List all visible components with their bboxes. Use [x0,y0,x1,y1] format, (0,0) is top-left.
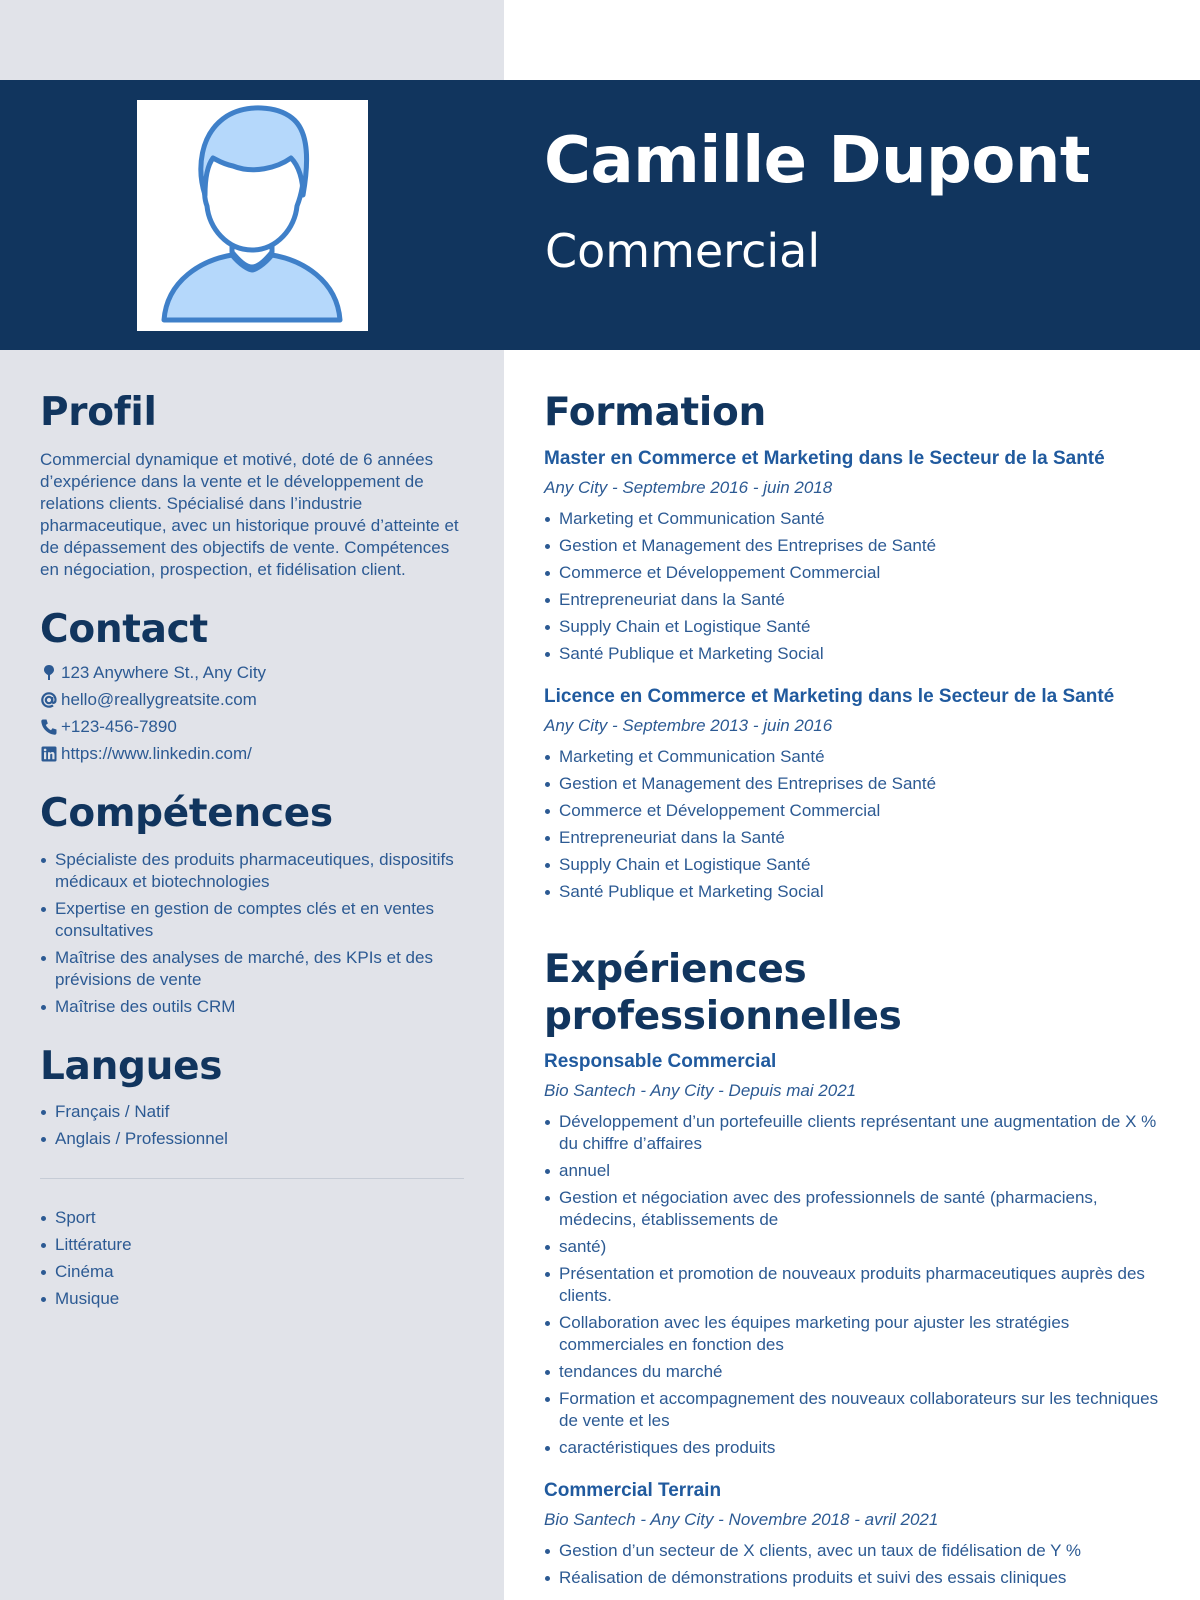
experience-heading: Expériences professionnelles [544,946,902,1039]
at-sign-icon [40,691,58,709]
contact-address-text: 123 Anywhere St., Any City [61,662,267,682]
list-item: Marketing et Communication Santé [544,746,1164,768]
list-item: Entrepreneuriat dans la Santé [544,589,1164,611]
job-title: Commercial Terrain [544,1480,722,1502]
list-item: Cinéma [40,1261,464,1283]
education-entry [544,685,1164,903]
experience-entry [544,1050,1164,1459]
profile-heading: Profil [40,390,157,435]
list-item: Gestion et négociation avec des professionnels de santé (pharmaciens, médecins, établissements de [544,1187,1164,1231]
list-item: santé) [544,1236,1164,1258]
list-item: Commerce et Développement Commercial [544,562,1164,584]
degree-title: Licence en Commerce et Marketing dans le Secteur de la Santé [544,685,1115,707]
list-item: Gestion d’un secteur de X clients, avec un taux de fidélisation de Y % [544,1540,1164,1562]
candidate-role: Commercial [545,224,821,278]
contact-email-text: hello@reallygreatsite.com [61,689,257,709]
list-item: Commerce et Développement Commercial [544,800,1164,822]
list-item: Développement d’un portefeuille clients représentant une augmentation de X % du chiffre d’affaires [544,1111,1164,1155]
education-heading: Formation [544,390,766,435]
hobbies-section [40,1207,464,1310]
list-item: Gestion et Management des Entreprises de Santé [544,535,1164,557]
languages-section [40,1044,464,1150]
contact-address [40,662,464,684]
list-item: Supply Chain et Logistique Santé [544,616,1164,638]
contact-email[interactable] [40,689,464,711]
main-column [544,390,1164,1594]
education-entry [544,447,1164,665]
degree-meta: Any City - Septembre 2013 - juin 2016 [544,715,833,735]
avatar [137,100,368,331]
list-item: Santé Publique et Marketing Social [544,881,1164,903]
list-item: Entrepreneuriat dans la Santé [544,827,1164,849]
candidate-name: Camille Dupont [544,124,1090,198]
list-item: Spécialiste des produits pharmaceutiques, dispositifs médicaux et biotechnologies [40,849,464,893]
list-item: Sport [40,1207,464,1229]
list-item: Collaboration avec les équipes marketing pour ajuster les stratégies commerciales en fonction des [544,1312,1164,1356]
job-title: Responsable Commercial [544,1051,777,1073]
list-item: Français / Natif [40,1101,464,1123]
list-item: tendances du marché [544,1361,1164,1383]
profile-section [40,390,464,581]
list-item: Musique [40,1288,464,1310]
degree-meta: Any City - Septembre 2016 - juin 2018 [544,477,833,497]
list-item: Anglais / Professionnel [40,1128,464,1150]
list-item: Gestion et Management des Entreprises de Santé [544,773,1164,795]
list-item: Littérature [40,1234,464,1256]
degree-title: Master en Commerce et Marketing dans le Secteur de la Santé [544,447,1105,469]
contact-linkedin-text: https://www.linkedin.com/ [61,743,252,763]
sidebar-column [40,390,464,1315]
list-item: Maîtrise des outils CRM [40,996,464,1018]
section-divider [40,1178,464,1179]
list-item: Présentation et promotion de nouveaux produits pharmaceutiques auprès des clients. [544,1263,1164,1307]
list-item: Santé Publique et Marketing Social [544,643,1164,665]
skills-heading: Compétences [40,790,333,836]
skills-section [40,791,464,1019]
list-item: Marketing et Communication Santé [544,508,1164,530]
list-item: Expertise en gestion de comptes clés et en ventes consultatives [40,898,464,942]
list-item: Supply Chain et Logistique Santé [544,854,1164,876]
profile-text: Commercial dynamique et motivé, doté de 6 années d’expérience dans la vente et le développement de relations clients. Spécialisé dans l’industrie pharmaceutique, avec un historique prouvé d’atteinte et de dépassement des objectifs de vente. Compétences en négociation, prospection, et fidélisation client. [40,449,459,579]
list-item: Formation et accompagnement des nouveaux collaborateurs sur les techniques de vente et les [544,1388,1164,1432]
contact-phone-text: +123-456-7890 [61,716,177,736]
list-item: annuel [544,1160,1164,1182]
list-item: Maîtrise des analyses de marché, des KPIs et des prévisions de vente [40,947,464,991]
experience-section [544,947,1164,1590]
list-item: Réalisation de démonstrations produits et suivi des essais cliniques [544,1567,1164,1589]
contact-linkedin[interactable] [40,743,464,765]
job-meta: Bio Santech - Any City - Depuis mai 2021 [544,1081,857,1101]
user-avatar-icon [137,100,368,331]
map-pin-icon [40,664,58,682]
languages-heading: Langues [40,1044,223,1090]
contact-heading: Contact [40,606,208,652]
list-item: caractéristiques des produits [544,1437,1164,1459]
phone-icon [40,718,58,736]
education-section [544,390,1164,903]
linkedin-icon [40,745,58,763]
contact-section [40,607,464,765]
job-meta: Bio Santech - Any City - Novembre 2018 - avril 2021 [544,1510,939,1530]
experience-entry [544,1479,1164,1589]
contact-phone[interactable] [40,716,464,738]
